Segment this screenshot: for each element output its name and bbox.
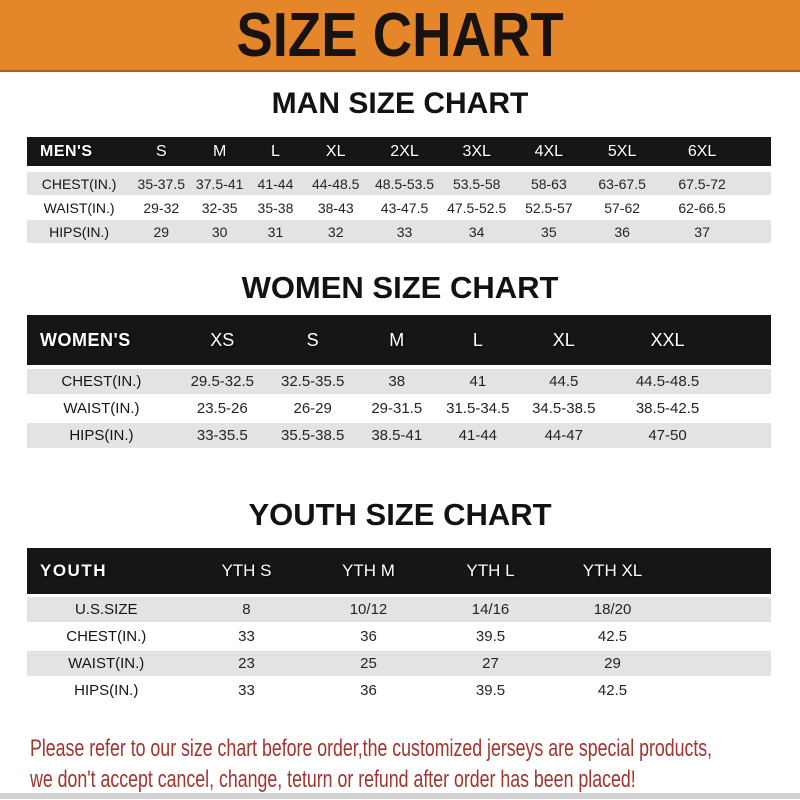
table-cell: 34 xyxy=(468,223,485,240)
youth-col-header-s: YTH S xyxy=(221,561,272,580)
table-cell: 62-66.5 xyxy=(678,199,726,216)
row-label: CHEST(IN.) xyxy=(66,628,147,645)
men-section-title: MAN SIZE CHART xyxy=(271,87,529,120)
men-col-header-4xl: 4XL xyxy=(534,142,564,160)
women-section xyxy=(0,244,800,448)
table-cell: 53.5-58 xyxy=(452,175,501,192)
men-col-header-5xl: 5XL xyxy=(607,142,637,160)
youth-section xyxy=(0,450,800,703)
table-cell: 38.5-42.5 xyxy=(635,400,700,417)
youth-section-title: YOUTH SIZE CHART xyxy=(248,497,552,532)
table-cell: 35-37.5 xyxy=(137,175,186,192)
table-cell: 42.5 xyxy=(597,628,628,645)
youth-col-header-xl: YTH XL xyxy=(582,561,643,580)
banner xyxy=(0,0,800,72)
women-col-header-xxl: XXL xyxy=(650,329,685,350)
table-cell: 38 xyxy=(388,373,406,390)
table-cell: 35 xyxy=(541,223,557,240)
table-cell: 32.5-35.5 xyxy=(280,373,345,390)
row-label: WAIST(IN.) xyxy=(63,400,140,417)
youth-hips-row xyxy=(27,678,771,703)
table-cell: 32-35 xyxy=(201,199,238,216)
table-cell: 52.5-57 xyxy=(525,199,573,216)
table-cell: 35.5-38.5 xyxy=(280,427,345,444)
men-col-header-m: M xyxy=(213,142,227,160)
women-col-header-l: L xyxy=(472,329,483,350)
table-cell: 33 xyxy=(396,223,413,240)
table-cell: 41 xyxy=(469,373,487,390)
table-cell: 29-32 xyxy=(143,199,180,216)
table-cell: 36 xyxy=(360,682,377,699)
youth-col-header-m: YTH M xyxy=(342,561,395,580)
table-cell: 30 xyxy=(211,223,228,240)
footer-note-line2: we don't accept cancel, change, teturn or refund after order has been placed! xyxy=(30,766,636,793)
youth-table-corner-label: YOUTH xyxy=(40,561,107,580)
table-cell: 35-38 xyxy=(257,199,294,216)
men-col-header-2xl: 2XL xyxy=(390,142,419,160)
table-cell: 38-43 xyxy=(317,199,354,216)
table-cell: 23.5-26 xyxy=(196,400,248,417)
women-table-corner-label: WOMEN'S xyxy=(40,329,131,350)
row-label: U.S.SIZE xyxy=(74,601,138,618)
table-cell: 41-44 xyxy=(458,427,498,444)
table-cell: 33 xyxy=(238,682,255,699)
youth-chest-row xyxy=(27,624,771,649)
table-cell: 29 xyxy=(153,223,170,240)
women-size-table xyxy=(27,315,771,448)
table-cell: 26-29 xyxy=(293,400,332,417)
table-cell: 67.5-72 xyxy=(678,175,726,192)
men-table-corner-label: MEN'S xyxy=(40,142,93,160)
youth-waist-row xyxy=(27,651,771,676)
table-cell: 57-62 xyxy=(604,199,641,216)
row-label: WAIST(IN.) xyxy=(68,655,145,672)
men-table-header-row xyxy=(27,137,771,166)
row-label: HIPS(IN.) xyxy=(74,682,139,699)
table-cell: 31.5-34.5 xyxy=(446,400,510,417)
table-cell: 48.5-53.5 xyxy=(374,175,435,192)
men-size-table xyxy=(27,137,771,243)
youth-size-table xyxy=(27,548,771,703)
table-cell: 58-63 xyxy=(530,175,567,192)
table-cell: 47-50 xyxy=(648,427,687,444)
youth-ussize-row xyxy=(27,597,771,622)
men-chest-row xyxy=(27,172,771,195)
table-cell: 41-44 xyxy=(257,175,294,192)
table-cell: 10/12 xyxy=(349,601,388,618)
table-cell: 31 xyxy=(267,223,284,240)
table-cell: 44-48.5 xyxy=(311,175,360,192)
table-cell: 47.5-52.5 xyxy=(447,199,507,216)
table-cell: 29-31.5 xyxy=(371,400,423,417)
footer-note-line1: Please refer to our size chart before order,the customized jerseys are special products, xyxy=(30,735,713,762)
table-cell: 39.5 xyxy=(475,628,506,645)
table-cell: 8 xyxy=(242,601,251,618)
row-label: CHEST(IN.) xyxy=(41,175,117,192)
table-cell: 44.5 xyxy=(549,373,579,390)
women-col-header-xl: XL xyxy=(552,329,575,350)
table-cell: 36 xyxy=(360,628,377,645)
table-cell: 44.5-48.5 xyxy=(635,373,700,390)
men-col-header-6xl: 6XL xyxy=(687,142,717,160)
table-cell: 37.5-41 xyxy=(195,175,244,192)
women-chest-row xyxy=(27,369,771,394)
table-cell: 32 xyxy=(327,223,344,240)
table-cell: 29.5-32.5 xyxy=(190,373,254,390)
table-cell: 33-35.5 xyxy=(196,427,248,444)
table-cell: 42.5 xyxy=(597,682,628,699)
bottom-gray-bar xyxy=(0,793,800,799)
table-cell: 14/16 xyxy=(471,601,510,618)
men-col-header-3xl: 3XL xyxy=(462,142,491,160)
table-cell: 38.5-41 xyxy=(371,427,423,444)
table-cell: 36 xyxy=(614,223,630,240)
women-waist-row xyxy=(27,396,771,421)
table-cell: 29 xyxy=(604,655,621,672)
men-hips-row xyxy=(27,220,771,243)
row-label: HIPS(IN.) xyxy=(49,223,110,240)
table-cell: 37 xyxy=(694,223,710,240)
women-col-header-s: S xyxy=(306,329,319,350)
table-cell: 39.5 xyxy=(475,682,506,699)
table-cell: 34.5-38.5 xyxy=(532,400,596,417)
table-cell: 44-47 xyxy=(544,427,583,444)
row-label: CHEST(IN.) xyxy=(61,373,142,390)
table-cell: 27 xyxy=(482,655,499,672)
table-cell: 25 xyxy=(360,655,377,672)
women-table-header-row xyxy=(27,315,771,365)
men-waist-row xyxy=(27,196,771,219)
table-cell: 43-47.5 xyxy=(380,199,429,216)
men-col-header-s: S xyxy=(155,142,167,160)
men-col-header-l: L xyxy=(271,142,280,160)
footer-note xyxy=(30,733,800,795)
page-title: SIZE CHART xyxy=(236,0,564,70)
table-cell: 63-67.5 xyxy=(598,175,646,192)
women-section-title: WOMEN SIZE CHART xyxy=(241,270,559,305)
women-hips-row xyxy=(27,423,771,448)
women-col-header-xs: XS xyxy=(210,329,235,350)
row-label: HIPS(IN.) xyxy=(69,427,134,444)
table-cell: 33 xyxy=(238,628,255,645)
youth-table-header-row xyxy=(27,548,771,594)
table-cell: 23 xyxy=(238,655,255,672)
table-cell: 18/20 xyxy=(593,601,632,618)
youth-col-header-l: YTH L xyxy=(466,561,515,580)
men-col-header-xl: XL xyxy=(325,142,346,160)
men-section xyxy=(0,72,800,243)
women-col-header-m: M xyxy=(389,329,405,350)
row-label: WAIST(IN.) xyxy=(43,199,115,216)
